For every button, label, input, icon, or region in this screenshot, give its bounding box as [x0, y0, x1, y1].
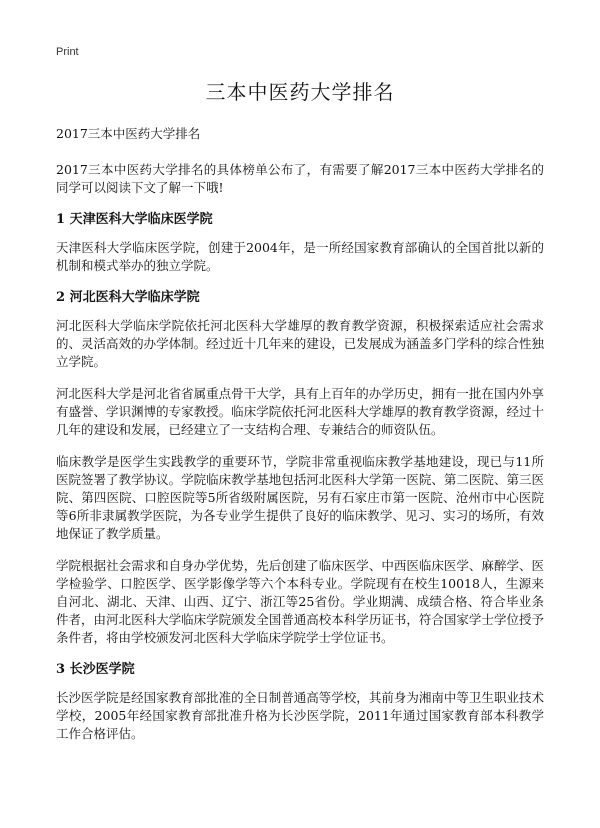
intro-paragraph: 2017三本中医药大学排名的具体榜单公布了，有需要了解2017三本中医药大学排名的同学可以阅读下文了解一下哦!	[56, 162, 544, 195]
section-1-paragraph-1: 天津医科大学临床医学院，创建于2004年，是一所经国家教育部确认的全国首批以新的机制和模式举办的独立学院。	[56, 240, 544, 273]
article-subtitle: 2017三本中医药大学排名	[56, 126, 201, 141]
section-heading-1: 1 天津医科大学临床医学院	[56, 212, 213, 227]
section-2-paragraph-1: 河北医科大学临床学院依托河北医科大学雄厚的教育教学资源，积极探索适应社会需求的、灵活高效的办学体制。经过近十几年来的建设，已发展成为涵盖多门学科的综合性独立学院。	[56, 318, 544, 369]
section-heading-3: 3 长沙医学院	[56, 662, 135, 677]
print-link[interactable]: Print	[56, 46, 79, 58]
section-2-paragraph-2: 河北医科大学是河北省省属重点骨干大学，具有上百年的办学历史，拥有一批在国内外享有盛誉、学识渊博的专家教授。临床学院依托河北医科大学雄厚的教育教学资源，经过十几年的建设和发展，已经建立了一支结构合理、专兼结合的师资队伍。	[56, 386, 544, 437]
section-heading-2: 2 河北医科大学临床学院	[56, 290, 200, 305]
section-3-paragraph-1: 长沙医学院是经国家教育部批准的全日制普通高等学校，其前身为湘南中等卫生职业技术学校，2005年经国家教育部批准升格为长沙医学院，2011年通过国家教育部本科教学工作合格评估。	[56, 690, 544, 741]
page-title: 三本中医药大学排名	[205, 80, 395, 104]
section-2-paragraph-4: 学院根据社会需求和自身办学优势，先后创建了临床医学、中西医临床医学、麻醉学、医学检验学、口腔医学、医学影像学等六个本科专业。学院现有在校生10018人，生源来自河北、湖北、天津、山西、辽宁、浙江等25省份。学业期满、成绩合格、符合毕业条件者，由河北医科大学临床学院颁发全国普通高校本科学历证书，符合国家学士学位授予条件者，将由学校颁发河北医科大学临床学院学士学位证书。	[56, 558, 544, 645]
section-2-paragraph-3: 临床教学是医学生实践教学的重要环节，学院非常重视临床教学基地建设，现已与11所医院签署了教学协议。学院临床教学基地包括河北医科大学第一医院、第二医院、第三医院、第四医院、口腔医院等5所省级附属医院，另有石家庄市第一医院、沧州市中心医院等6所非隶属教学医院，为各专业学生提供了良好的临床教学、见习、实习的场所，有效地保证了教学质量。	[56, 454, 544, 541]
